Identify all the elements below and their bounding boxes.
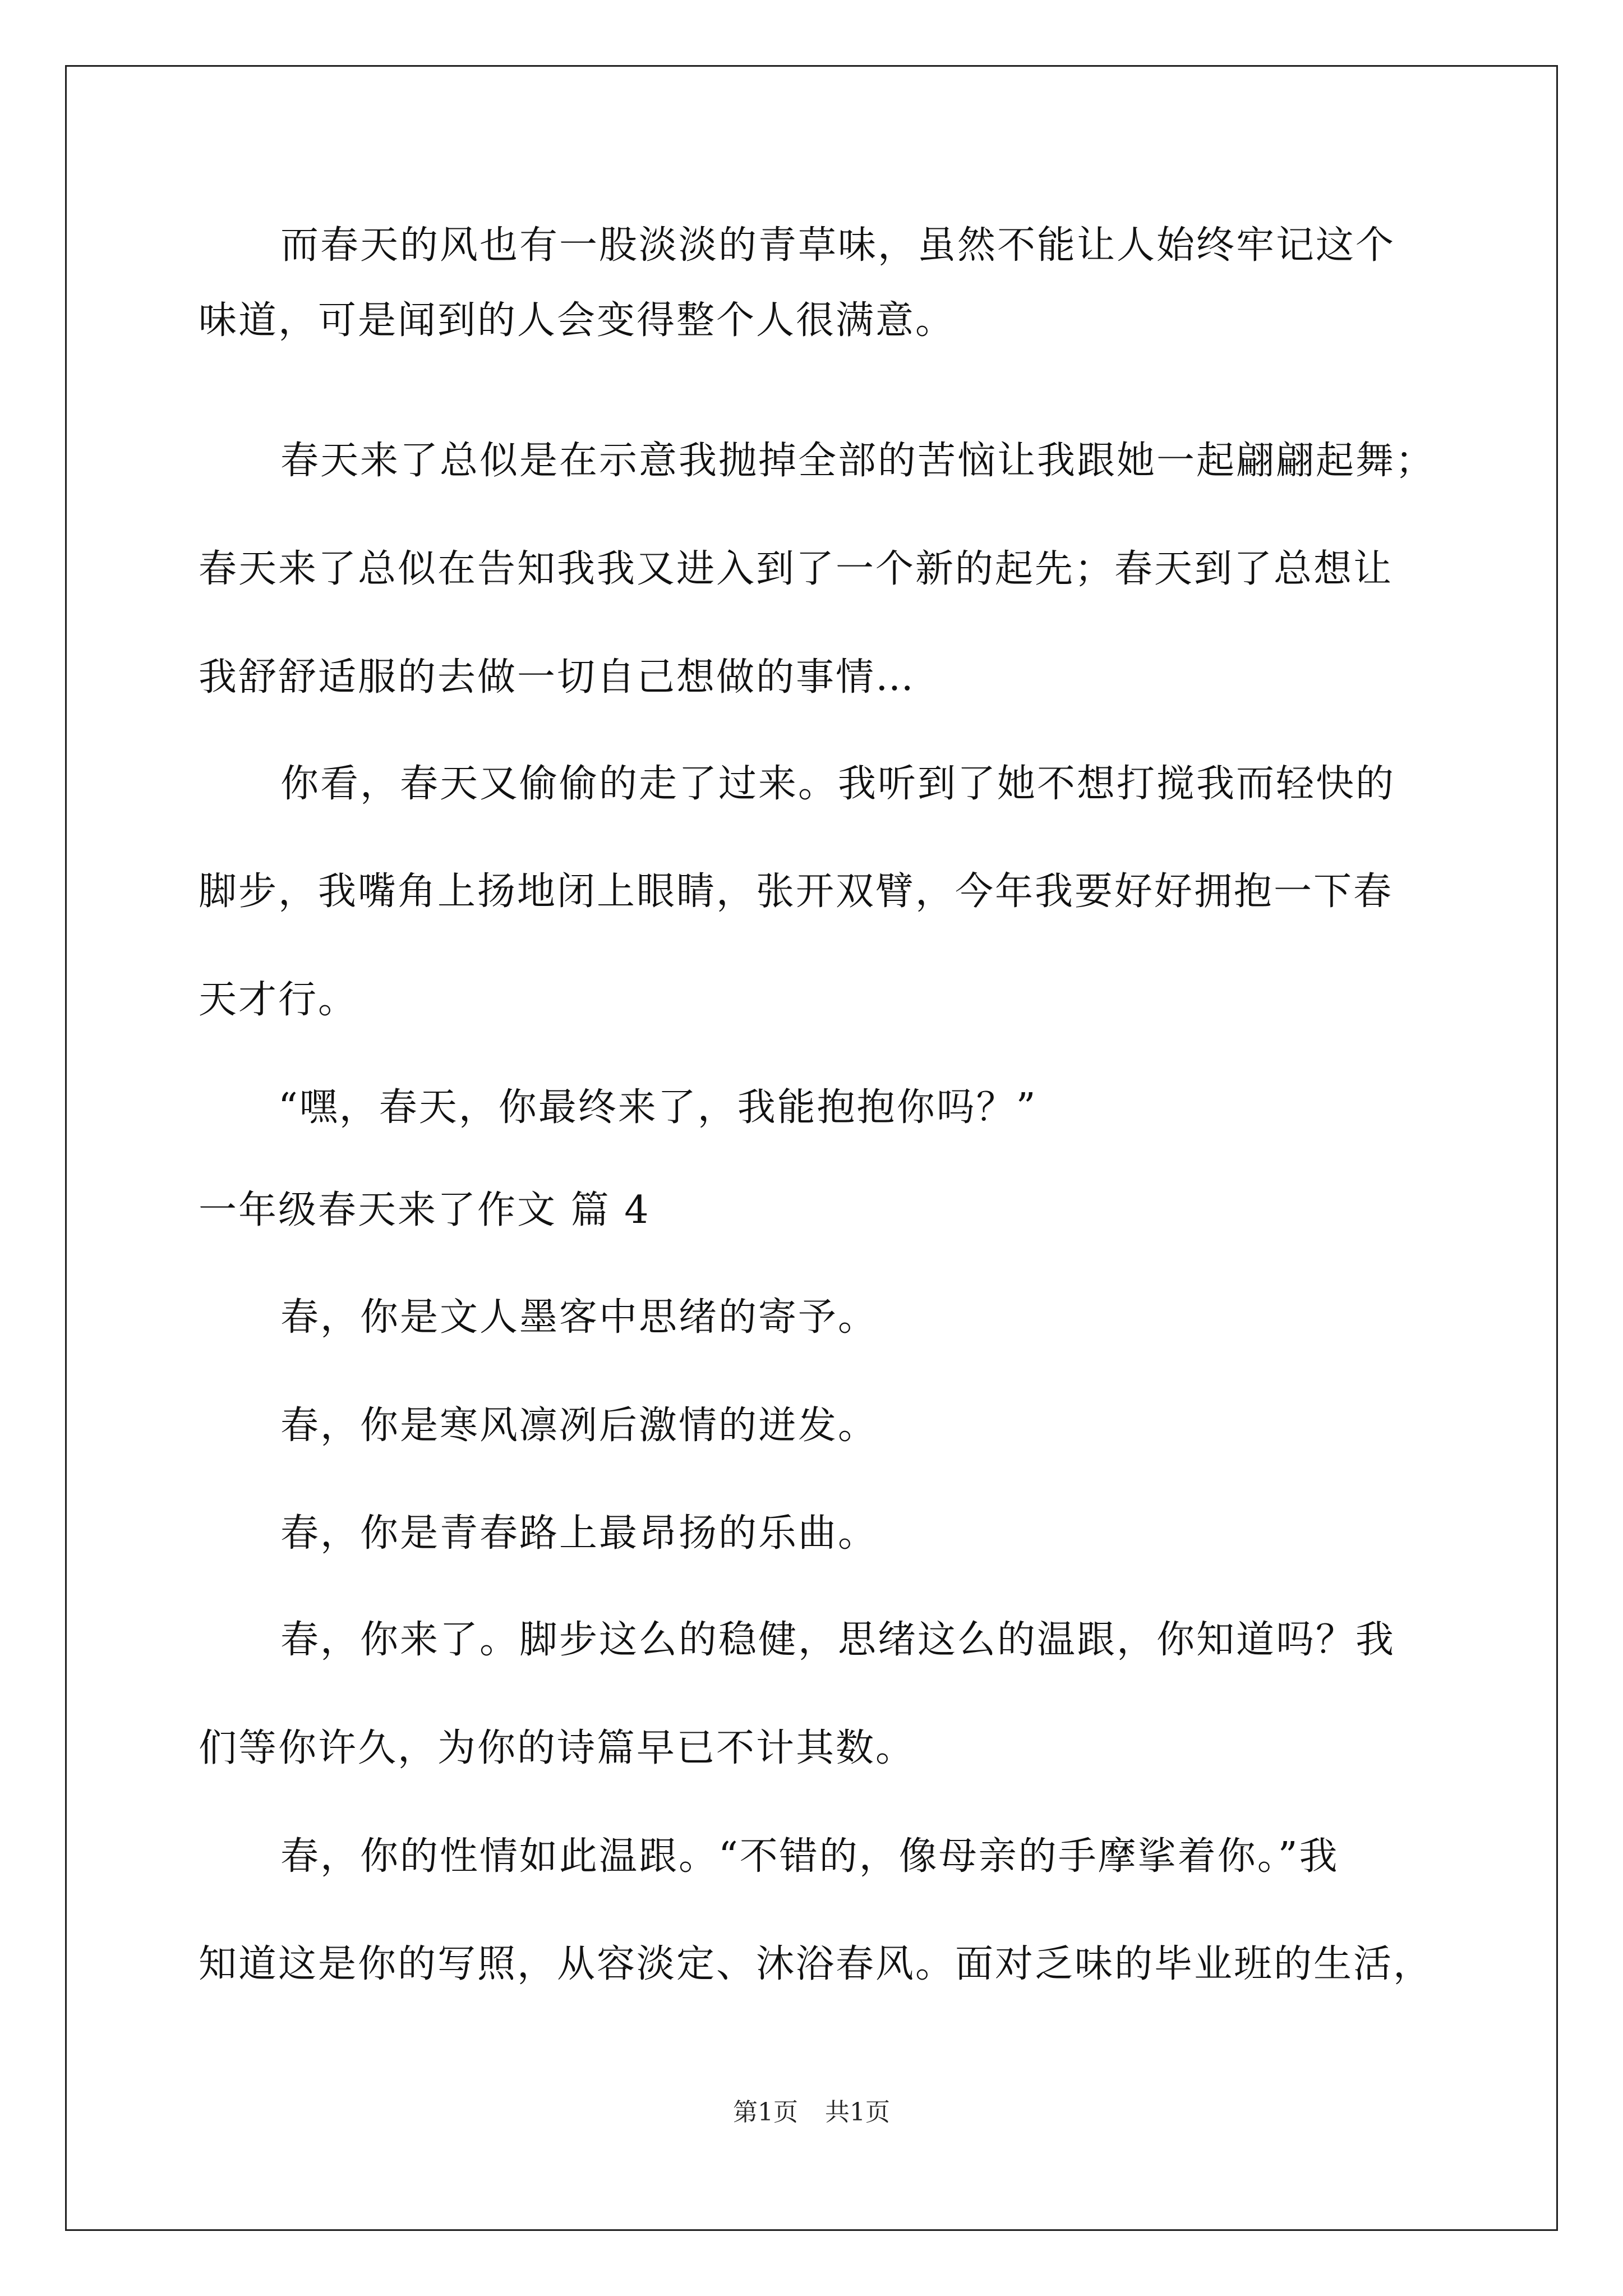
page-footer	[0, 2097, 1623, 2128]
page-total: 共1页	[825, 2098, 890, 2127]
paragraph-line: 春，你来了。脚步这么的稳健，思绪这么的温跟，你知道吗？我	[280, 1618, 1396, 1662]
paragraph-line: 我舒舒适服的去做一切自己想做的事情…	[199, 655, 916, 700]
paragraph-line: 春，你的性情如此温跟。“不错的，像母亲的手摩挲着你。”我	[280, 1834, 1339, 1879]
paragraph-line: 知道这是你的写照，从容淡定、沐浴春风。面对乏味的毕业班的生活，	[199, 1942, 1433, 1986]
paragraph-line: 天才行。	[199, 978, 358, 1022]
quote-line: “嘿，春天，你最终来了，我能抱抱你吗？”	[278, 1085, 1038, 1130]
paragraph-line: 们等你许久，为你的诗篇早已不计其数。	[199, 1726, 916, 1770]
paragraph-line: 你看，春天又偷偷的走了过来。我听到了她不想打搅我而轻快的	[280, 762, 1396, 806]
paragraph-line: 春，你是青春路上最昂扬的乐曲。	[280, 1511, 878, 1556]
paragraph-line: 春，你是寒风凛冽后激情的迸发。	[280, 1404, 878, 1448]
paragraph-line: 脚步，我嘴角上扬地闭上眼睛，张开双臂，今年我要好好拥抱一下春	[199, 869, 1394, 914]
page-number: 第1页	[733, 2098, 798, 2127]
paragraph-line: 春天来了总似在告知我我又进入到了一个新的起先；春天到了总想让	[199, 547, 1394, 591]
section-heading: 一年级春天来了作文 篇 4	[199, 1188, 651, 1232]
paragraph-line: 味道，可是闻到的人会变得整个人很满意。	[199, 298, 956, 343]
page-border	[65, 65, 1558, 2231]
paragraph-line: 春天来了总似是在示意我抛掉全部的苦恼让我跟她一起翩翩起舞；	[280, 439, 1436, 483]
paragraph-line: 春，你是文人墨客中思绪的寄予。	[280, 1295, 878, 1340]
paragraph-line: 而春天的风也有一股淡淡的青草味，虽然不能让人始终牢记这个	[280, 223, 1396, 268]
